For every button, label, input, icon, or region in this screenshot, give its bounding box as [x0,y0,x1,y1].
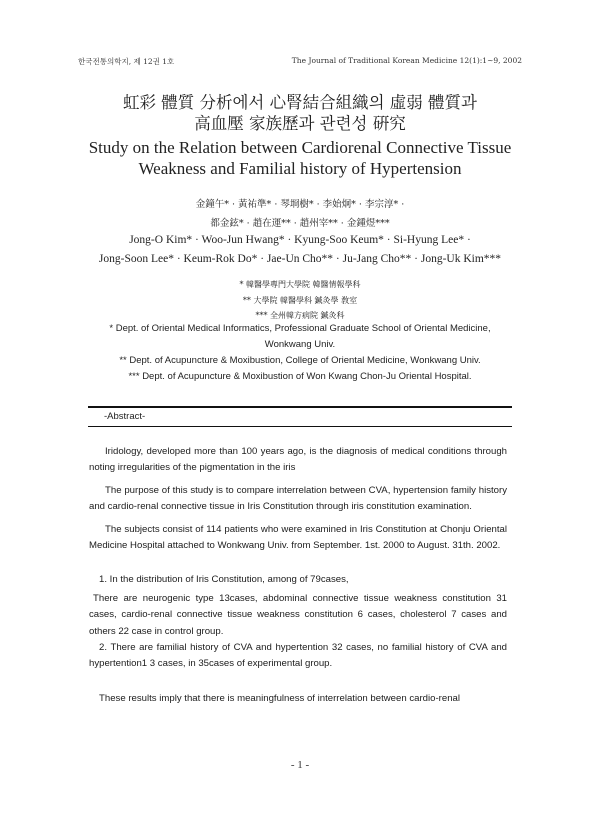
abstract-label: -Abstract- [104,411,146,422]
authors-korean [40,195,560,233]
authors-korean-line-2: 都金鉉* · 趙在運** · 趙州宰** · 金鍾煜*** [210,218,390,229]
abstract-top-rule [88,406,512,408]
abstract-paragraph: The subjects consist of 114 patients who were examined in Iris Constitution at Chonju Oriental Medicine Hospital attached to Wonkwang Univ. from September. 1st. 2000 to August. 31th. 2002. [89,523,507,552]
authors-english [24,231,576,269]
abstract-divider [88,426,512,427]
title-korean [40,92,560,134]
authors-korean-line-1: 金鐘午* · 黃祐準* · 琴埛樹* · 李始炯* · 李宗淳* · [195,199,405,210]
affiliation-english: *** Dept. of Acupuncture & Moxibustion of Won Kwang Chon-Ju Oriental Hospital. [128,371,472,382]
result-item-1: 1. In the distribution of Iris Constitution, among of 79cases, [99,574,349,586]
authors-english-line-2: Jong-Soon Lee* · Keum-Rok Do* · Jae-Un Cho** · Ju-Jang Cho** · Jong-Uk Kim*** [98,253,502,265]
affiliations-korean [40,277,560,324]
abstract-paragraph: The purpose of this study is to compare interrelation between CVA, hypertension family history and cardio-renal connective tissue in Iris Constitution through iris constitution examination. [89,484,507,513]
journal-citation: The Journal of Traditional Korean Medicine 12(1):1~9, 2002 [291,56,522,65]
result-item-2: 2. There are familial history of CVA and hypertention 32 cases, no familial history of CVA and hypertention1 3 cases, in 35cases of experimental group. [89,642,507,670]
abstract-body [89,444,507,707]
title-english-line-2: Weakness and Familial history of Hypertension [138,159,462,178]
page-number: - 1 - [290,759,310,771]
affiliation-korean: *** 全州韓方病院 鍼灸科 [255,311,345,320]
abstract-conclusion: These results imply that there is meaningfulness of interrelation between cardio-renal [99,692,461,704]
affiliation-korean: ** 大學院 韓醫學科 鍼灸學 敎室 [242,295,358,305]
title-english [40,137,560,179]
result-item-1-detail: There are neurogenic type 13cases, abdominal connective tissue weakness constitution 31 cases, cardio-renal connective tissue weakness constitution 6 cases, cholesterol 7 cases and others 22 case in control group. [89,592,507,637]
affiliation-english: ** Dept. of Acupuncture & Moxibustion, College of Oriental Medicine, Wonkwang Univ. [119,355,481,366]
abstract-paragraph: Iridology, developed more than 100 years ago, is the diagnosis of medical conditions through noting irregularities of the pigmentation in the iris [89,446,507,474]
journal-name-korean: 한국전통의학지, 제 12권 1호 [78,57,175,66]
affiliation-korean: * 韓醫學專門大學院 韓醫情報學科 [239,280,361,289]
affiliation-english: Wonkwang Univ. [264,339,336,350]
title-korean-line-1: 虹彩 體質 分析에서 心腎結合組織의 虛弱 體質과 [123,93,477,112]
affiliation-english: * Dept. of Oriental Medical Informatics, Professional Graduate School of Oriental Medicine, [109,323,491,334]
title-korean-line-2: 高血壓 家族歷과 관련성 硏究 [194,114,406,133]
running-header [78,56,522,70]
authors-english-line-1: Jong-O Kim* · Woo-Jun Hwang* · Kyung-Soo Keum* · Si-Hyung Lee* · [129,234,471,246]
affiliations-english [60,321,540,385]
title-english-line-1: Study on the Relation between Cardiorenal Connective Tissue [88,138,512,157]
